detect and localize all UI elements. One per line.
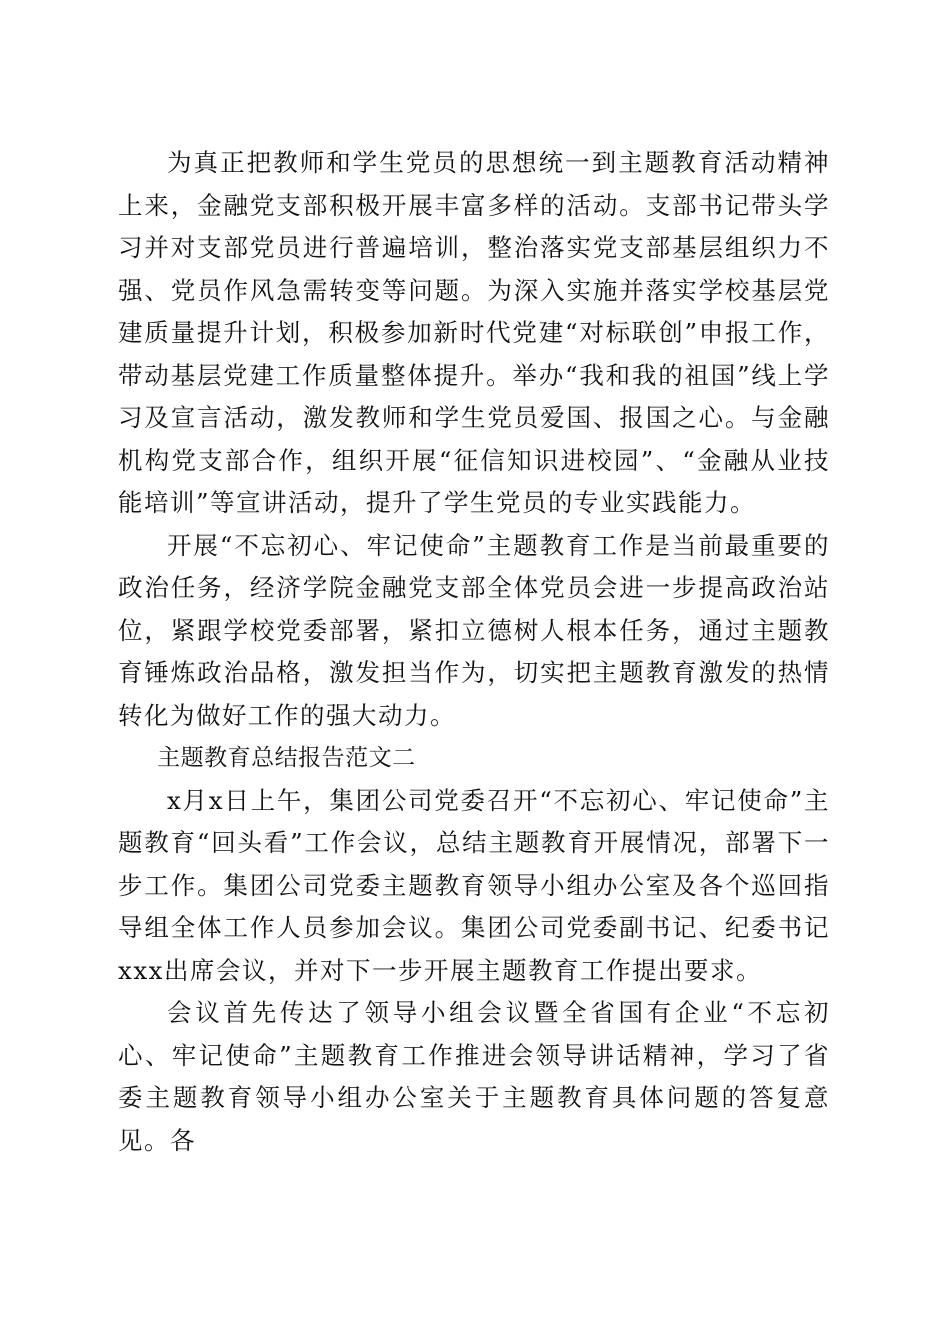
section-heading: 主题教育总结报告范文二 xyxy=(157,745,416,771)
paragraph-meeting-content: 会议首先传达了领导小组会议暨全省国有企业“不忘初心、牢记使命”主题教育工作推进会领导讲话精神，学习了省委主题教育领导小组办公室关于主题教育具体问题的答复意见。各 xyxy=(118,998,830,1155)
paragraph-activities: 为真正把教师和学生党员的思想统一到主题教育活动精神上来，金融党支部积极开展丰富多样的活动。支部书记带头学习并对支部党员进行普遍培训，整治落实党支部基层组织力不强、党员作风急需转变等问题。为深入实施并落实学校基层党建质量提升计划，积极参加新时代党建“对标联创”申报工作，带动基层党建工作质量整体提升。举办“我和我的祖国”线上学习及宣言活动，激发教师和学生党员爱国、报国之心。与金融机构党支部合作，组织开展“征信知识进校园”、“金融从业技能培训”等宣讲活动，提升了学生党员的专业实践能力。 xyxy=(118,148,830,517)
document-body xyxy=(118,142,830,1162)
paragraph-meeting: x月x日上午，集团公司党委召开“不忘初心、牢记使命”主题教育“回头看”工作会议，总结主题教育开展情况，部署下一步工作。集团公司党委主题教育领导小组办公室及各个巡回指导组全体工作人员参加会议。集团公司党委副书记、纪委书记xxx出席会议，并对下一步开展主题教育工作提出要求。 xyxy=(118,785,830,985)
paragraph-political-task: 开展“不忘初心、牢记使命”主题教育工作是当前最重要的政治任务，经济学院金融党支部全体党员会进一步提高政治站位，紧跟学校党委部署，紧扣立德树人根本任务，通过主题教育锤炼政治品格，激发担当作为，切实把主题教育激发的热情转化为做好工作的强大动力。 xyxy=(118,530,830,730)
